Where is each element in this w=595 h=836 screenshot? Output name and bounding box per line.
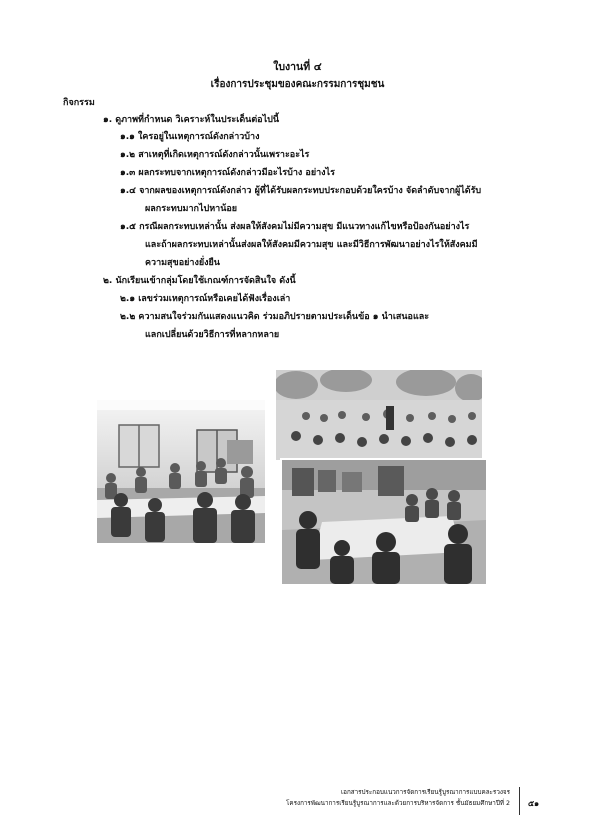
outdoor-assembly-photo	[276, 370, 482, 460]
item-1: ๑. ดูภาพที่กำหนด วิเคราะห์ในประเด็นต่อไปนี้	[103, 115, 279, 125]
item-1-1: ๑.๑ ใครอยู่ในเหตุการณ์ดังกล่าวบ้าง	[120, 132, 260, 142]
item-1-2: ๑.๒ สาเหตุที่เกิดเหตุการณ์ดังกล่าวนั้นเพราะอะไร	[120, 150, 310, 160]
item-2: ๒. นักเรียนเข้ากลุ่มโดยใช้เกณฑ์การจัดสินใจ ดังนี้	[103, 276, 296, 286]
footer-divider	[519, 787, 520, 815]
group-discussion-photo	[280, 458, 488, 586]
section-heading: กิจกรรม	[63, 98, 95, 108]
footer-line-1: เอกสารประกอบแนวการจัดการเรียนรู้บูรณาการแบบคละรวงจร	[341, 789, 510, 796]
footer-line-2: โครงการพัฒนาการเรียนรู้บูรณาการและด้วยการบริหารจัดการ ชั้นมัธยมศึกษาปีที่ 2	[286, 800, 510, 807]
item-1-5-line-1: ๑.๕ กรณีผลกระทบเหล่านั้น ส่งผลให้สังคมไม่มีความสุข มีแนวทางแก้ไขหรือป้องกันอย่างไร	[120, 222, 470, 232]
item-1-5-line-2: และถ้าผลกระทบเหล่านั้นส่งผลให้สังคมมีความสุข และมีวิธีการพัฒนาอย่างไรให้สังคมมี	[145, 240, 478, 250]
item-2-2-line-2: แลกเปลี่ยนด้วยวิธีการที่หลากหลาย	[145, 330, 280, 340]
worksheet-title: ใบงานที่ ๔	[273, 61, 322, 73]
item-2-2-line-1: ๒.๒ ความสนใจร่วมกันแสดงแนวคิด ร่วมอภิปรายตามประเด็นข้อ ๑ นำเสนอและ	[120, 312, 430, 322]
page-number: ๕๑	[528, 799, 540, 808]
worksheet-subtitle: เรื่องการประชุมของคณะกรรมการชุมชน	[210, 79, 385, 90]
item-1-5-line-3: ความสุขอย่างยั่งยืน	[145, 258, 220, 268]
item-1-3: ๑.๓ ผลกระทบจากเหตุการณ์ดังกล่าวมีอะไรบ้าง อย่างไร	[120, 168, 335, 178]
item-1-4-line-1: ๑.๔ จากผลของเหตุการณ์ดังกล่าว ผู้ที่ได้รับผลกระทบประกอบด้วยใครบ้าง จัดลำดับจากผู้ได้รับ	[120, 186, 482, 196]
item-1-4-line-2: ผลกระทบมากไปหาน้อย	[145, 204, 238, 214]
item-2-1: ๒.๑ เลขร่วมเหตุการณ์หรือเคยได้ฟังเรื่องเล่า	[120, 294, 291, 304]
meeting-room-photo	[97, 400, 265, 543]
